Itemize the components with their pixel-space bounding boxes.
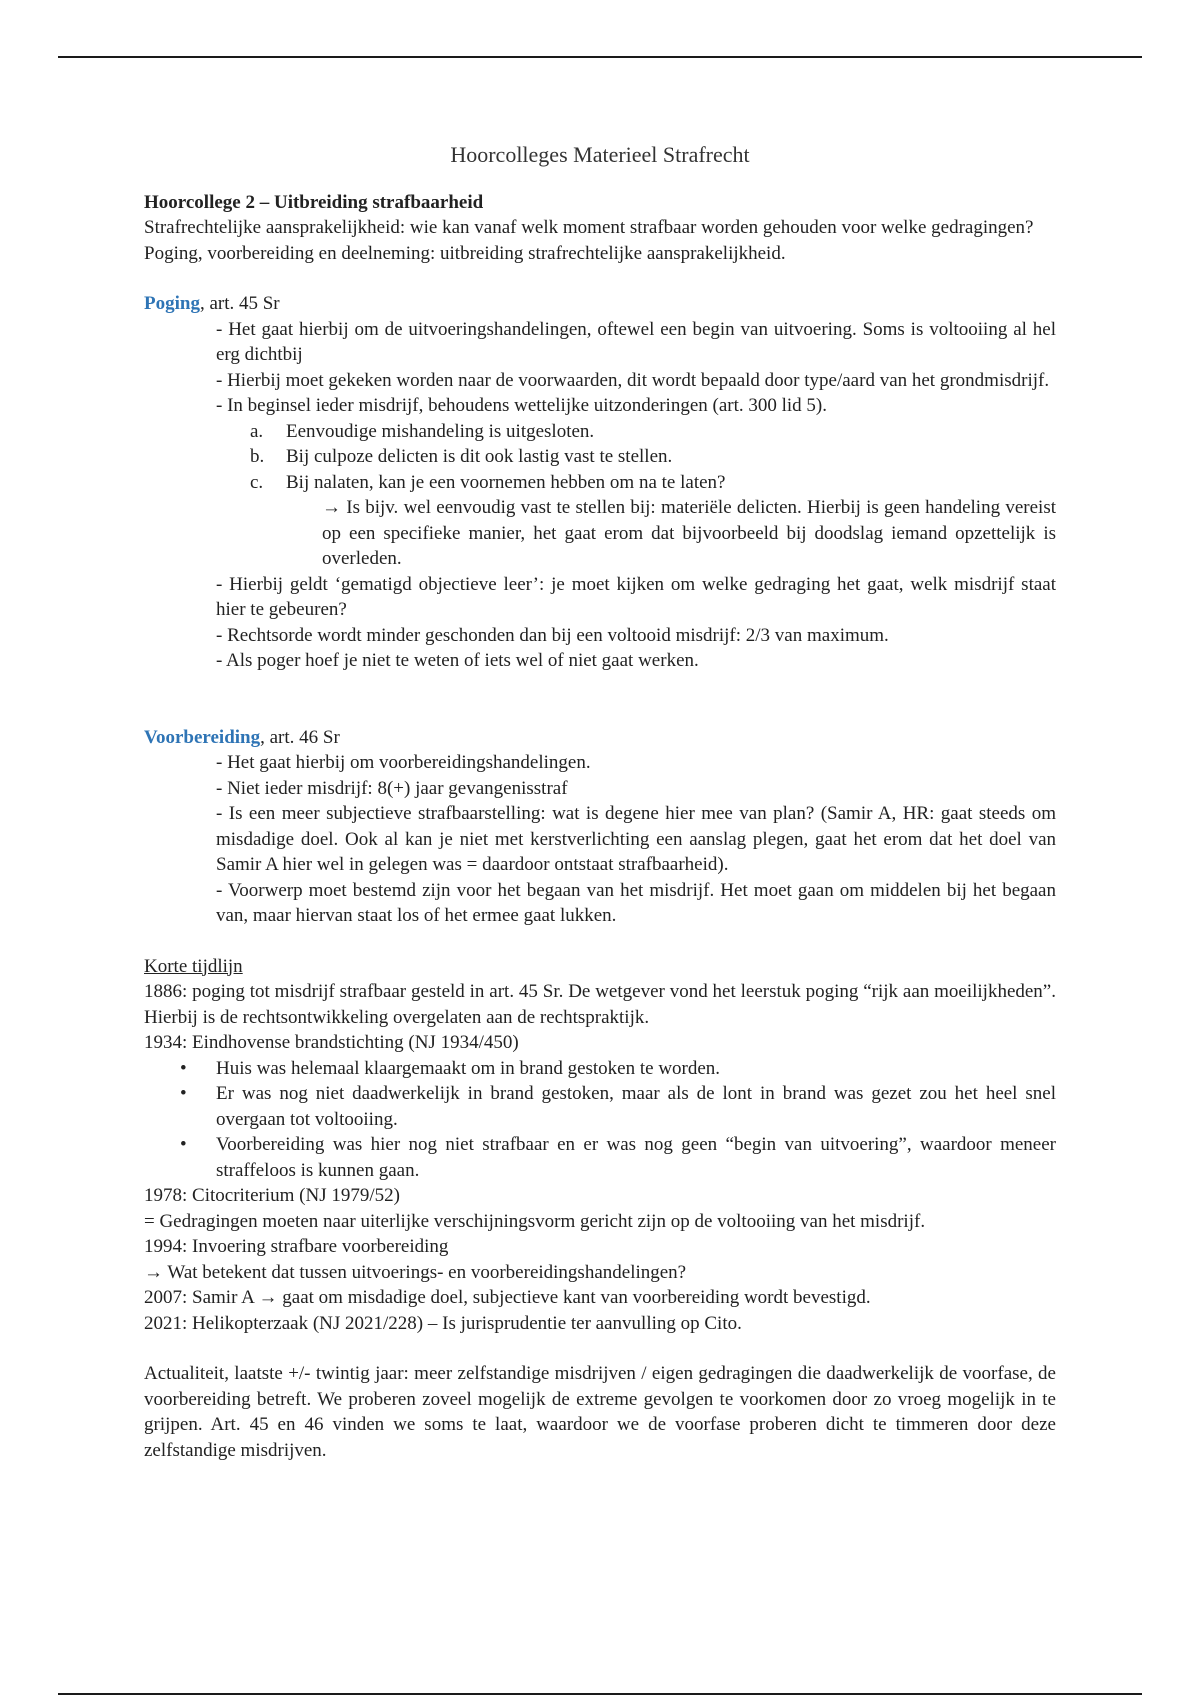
- poging-ref: , art. 45 Sr: [199, 293, 280, 314]
- poging-heading: [144, 291, 1056, 317]
- arrow-note: → Is bijv. wel eenvoudig vast te stellen bij: materiële delicten. Hierbij is geen handeling vereist op een specifieke manier, het gaat erom dat bijvoorbeeld bij doodslag iemand opzettelijk is overleden.: [322, 497, 1056, 569]
- bullet-icon: •: [180, 1083, 187, 1104]
- poging-sublist: [144, 419, 1056, 572]
- list-item-text: Voorbereiding was hier nog niet strafbaar en er was nog geen “begin van uitvoering”, waardoor meneer straffeloos is kunnen gaan.: [216, 1134, 1056, 1181]
- tijdlijn-line: 1978: Citocriterium (NJ 1979/52): [144, 1185, 400, 1206]
- document-body: [144, 142, 1056, 1463]
- list-item-text: Er was nog niet daadwerkelijk in brand gestoken, maar als de lont in brand was gezet zou het heel snel overgaan tot voltooiing.: [216, 1083, 1056, 1130]
- actualiteit-paragraph: Actualiteit, laatste +/- twintig jaar: meer zelfstandige misdrijven / eigen gedragingen die daadwerkelijk de voorfase, de voorbereiding betreft. We proberen zoveel mogelijk de extreme gevolgen te voorkomen door zo vroeg mogelijk in te grijpen. Art. 45 en 46 vinden we soms te laat, waardoor we de voorfase proberen dicht te timmeren door deze zelfstandige misdrijven.: [144, 1363, 1056, 1461]
- list-marker: b.: [250, 446, 265, 467]
- voorbereiding-title: Voorbereiding: [144, 726, 261, 748]
- list-item: [250, 419, 1056, 445]
- tijdlijn-line: 1994: Invoering strafbare voorbereiding: [144, 1236, 449, 1257]
- list-item: [180, 1132, 1056, 1183]
- list-item-text: Bij nalaten, kan je een voornemen hebben om na te laten?: [286, 471, 726, 493]
- poging-point: - Rechtsorde wordt minder geschonden dan bij een voltooid misdrijf: 2/3 van maximum.: [216, 624, 889, 646]
- voorbereiding-point: - Het gaat hierbij om voorbereidingshandelingen.: [216, 752, 591, 773]
- list-item-text: Bij culpoze delicten is dit ook lastig vast te stellen.: [286, 446, 673, 467]
- voorbereiding-point: - Voorwerp moet bestemd zijn voor het begaan van het misdrijf. Het moet gaan om middelen bij het begaan van, maar hiervan staat los of het ermee gaat lukken.: [216, 879, 1056, 926]
- voorbereiding-section: [144, 750, 1056, 929]
- voorbereiding-heading: [144, 725, 1056, 751]
- list-item-text: Eenvoudige mishandeling is uitgesloten.: [286, 420, 595, 442]
- poging-point: - Hierbij geldt ‘gematigd objectieve leer’: je moet kijken om welke gedraging het gaat, welk misdrijf staat hier te gebeuren?: [216, 573, 1056, 620]
- tijdlijn-line: → Wat betekent dat tussen uitvoerings- en voorbereidingshandelingen?: [144, 1261, 687, 1283]
- voorbereiding-ref: , art. 46 Sr: [260, 726, 340, 748]
- poging-title: Poging: [144, 293, 200, 314]
- bullet-icon: •: [180, 1057, 187, 1079]
- voorbereiding-point: - Is een meer subjectieve strafbaarstelling: wat is degene hier mee van plan? (Samir A, HR: gaat steeds om misdadige doel. Ook al kan je niet met kerstverlichting een aanslag plegen, gaat het erom dat het doel van Samir A hier wel in gelegen was = daardoor ontstaat strafbaarheid).: [216, 803, 1056, 875]
- poging-point: - Hierbij moet gekeken worden naar de voorwaarden, dit wordt bepaald door type/aard van het grondmisdrijf.: [216, 369, 1050, 391]
- list-item: [250, 470, 1056, 572]
- list-item: [180, 1081, 1056, 1132]
- list-item: [180, 1056, 1056, 1082]
- tijdlijn-line: 1886: poging tot misdrijf strafbaar gesteld in art. 45 Sr. De wetgever vond het leerstuk poging “rijk aan moeilijkheden”. Hierbij is de rechtsontwikkeling overgelaten aan de rechtspraktijk.: [144, 981, 1056, 1028]
- list-marker: c.: [250, 471, 264, 493]
- intro-paragraph: Strafrechtelijke aansprakelijkheid: wie kan vanaf welk moment strafbaar worden gehouden voor welke gedragingen?: [144, 217, 1034, 238]
- voorbereiding-point: - Niet ieder misdrijf: 8(+) jaar gevangenisstraf: [216, 777, 568, 799]
- bullet-icon: •: [180, 1134, 187, 1155]
- list-marker: a.: [250, 420, 264, 442]
- tijdlijn-title: Korte tijdlijn: [144, 955, 243, 977]
- tijdlijn-line: 2007: Samir A → gaat om misdadige doel, subjectieve kant van voorbereiding wordt bevestigd.: [144, 1287, 871, 1308]
- tijdlijn-line: = Gedragingen moeten naar uiterlijke verschijningsvorm gericht zijn op de voltooiing van het misdrijf.: [144, 1210, 926, 1232]
- footer-rule: [58, 1693, 1142, 1695]
- tijdlijn-line: 1934: Eindhovense brandstichting (NJ 1934/450): [144, 1032, 519, 1053]
- list-item-text: Huis was helemaal klaargemaakt om in brand gestoken te worden.: [216, 1057, 721, 1079]
- poging-point: - Het gaat hierbij om de uitvoeringshandelingen, oftewel een begin van uitvoering. Soms is voltooiing al hel erg dichtbij: [216, 318, 1056, 365]
- tijdlijn-bullets: [144, 1056, 1056, 1184]
- list-item: [250, 444, 1056, 470]
- tijdlijn-line: 2021: Helikopterzaak (NJ 2021/228) – Is jurisprudentie ter aanvulling op Cito.: [144, 1312, 742, 1334]
- header-rule: [58, 56, 1142, 58]
- document-title: Hoorcolleges Materieel Strafrecht: [450, 142, 750, 167]
- intro-paragraph: Poging, voorbereiding en deelneming: uitbreiding strafrechtelijke aansprakelijkheid.: [144, 242, 786, 264]
- lecture-heading: Hoorcollege 2 – Uitbreiding strafbaarheid: [144, 191, 484, 213]
- poging-section: [144, 317, 1056, 419]
- poging-section-2: [144, 572, 1056, 674]
- poging-point: - Als poger hoef je niet te weten of iets wel of niet gaat werken.: [216, 650, 699, 671]
- poging-point: - In beginsel ieder misdrijf, behoudens wettelijke uitzonderingen (art. 300 lid 5).: [216, 395, 827, 416]
